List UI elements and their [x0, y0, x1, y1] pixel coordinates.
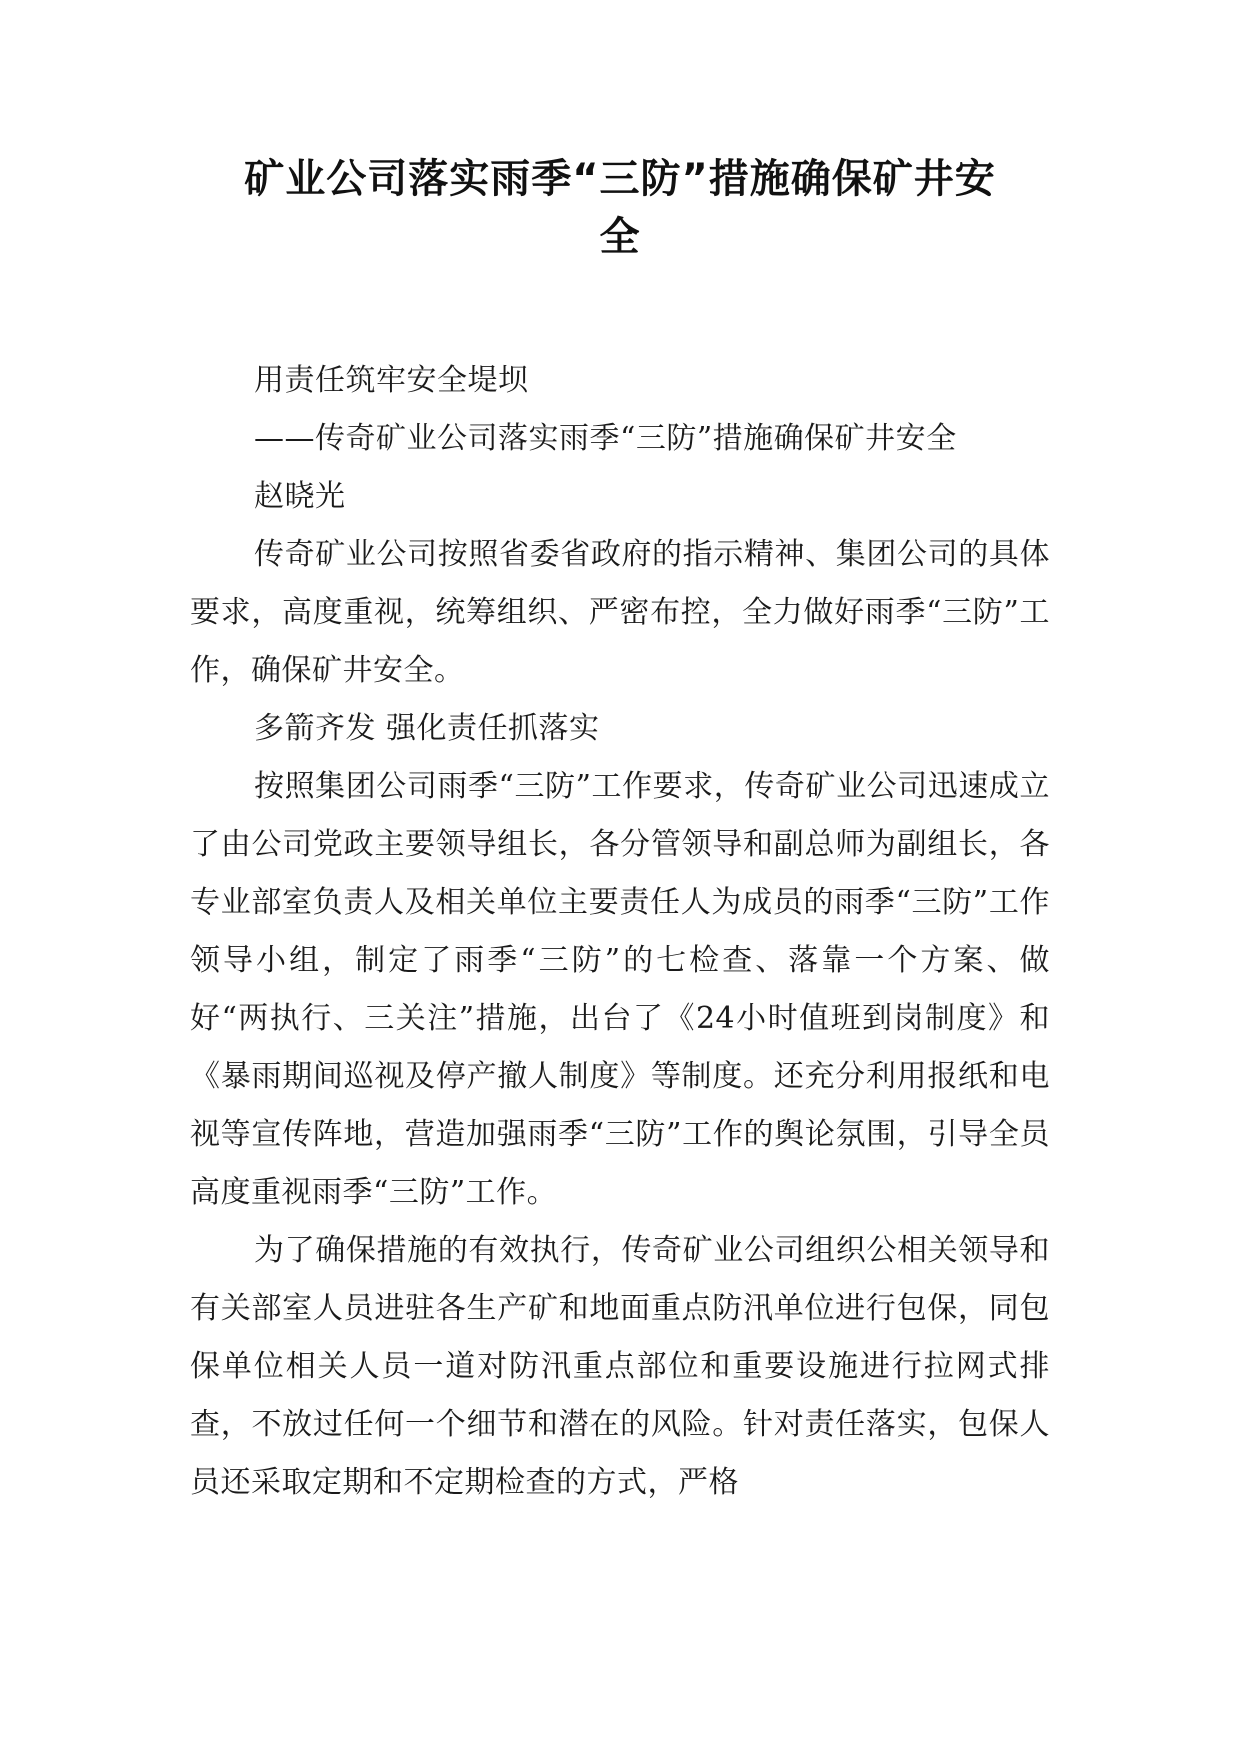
intro-paragraph: 传奇矿业公司按照省委省政府的指示精神、集团公司的具体要求，高度重视，统筹组织、严密布控，全力做好雨季“三防”工作，确保矿井安全。: [190, 537, 1050, 688]
author-name: 赵晓光: [254, 479, 346, 514]
body-paragraph: 按照集团公司雨季“三防”工作要求，传奇矿业公司迅速成立了由公司党政主要领导组长，各分管领导和副总师为副组长，各专业部室负责人及相关单位主要责任人为成员的雨季“三防”工作领导小组，制定了雨季“三防”的七检查、落靠一个方案、做好“两执行、三关注”措施，出台了《24小时值班到岗制度》和《暴雨期间巡视及停产撤人制度》等制度。还充分利用报纸和电视等宣传阵地，营造加强雨季“三防”工作的舆论氛围，引导全员高度重视雨季“三防”工作。: [190, 769, 1050, 1210]
section-heading: 多箭齐发 强化责任抓落实: [254, 711, 600, 746]
document-body: [190, 352, 1050, 1512]
body-paragraph: 为了确保措施的有效执行，传奇矿业公司组织公相关领导和有关部室人员进驻各生产矿和地面重点防汛单位进行包保，同包保单位相关人员一道对防汛重点部位和重要设施进行拉网式排查，不放过任何一个细节和潜在的风险。针对责任落实，包保人员还采取定期和不定期检查的方式，严格: [190, 1233, 1050, 1500]
title-line-1: 矿业公司落实雨季“三防”措施确保矿井安: [244, 156, 996, 202]
title-line-2: 全: [599, 214, 641, 260]
subtitle-heading: 用责任筑牢安全堤坝: [254, 363, 529, 398]
subtitle-dash-line: ——传奇矿业公司落实雨季“三防”措施确保矿井安全: [254, 421, 957, 456]
document-title: [180, 150, 1060, 266]
